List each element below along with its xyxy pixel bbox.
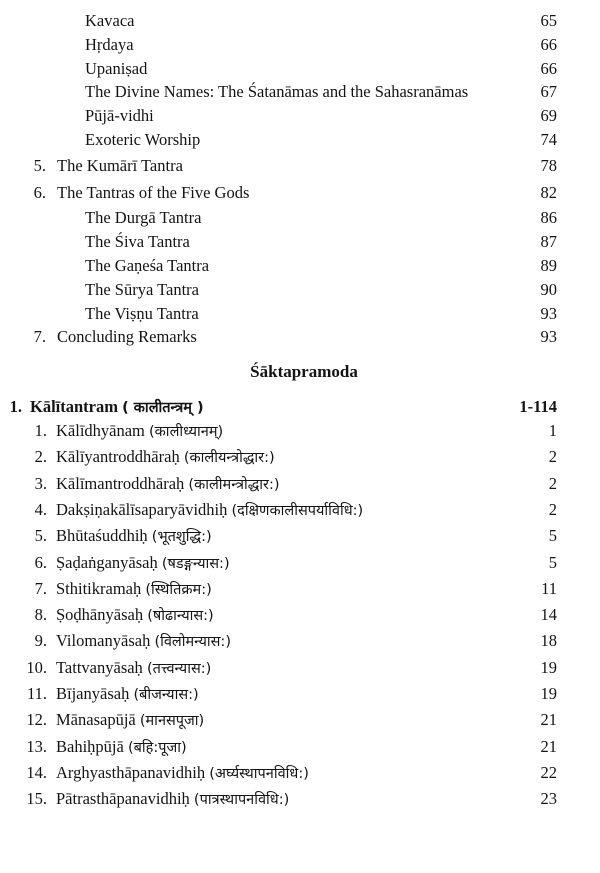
entry-title: The Divine Names: The Śatanāmas and the Sahasranāmas — [85, 82, 469, 101]
item-number: 1. — [34, 421, 47, 440]
item-number: 8. — [34, 605, 47, 624]
item-title: Pātrasthāpanavidhiḥ — [56, 789, 190, 808]
chapter-title-wrap — [30, 395, 204, 420]
section-page: 93 — [540, 327, 557, 346]
item-devanagari: (षडङ्गन्यास:) — [161, 556, 230, 572]
item-devanagari: (तत्त्वन्यास:) — [146, 661, 212, 677]
section-page: 82 — [540, 183, 557, 202]
item-devanagari: (कालीयन्त्रोद्धार:) — [183, 450, 275, 466]
toc-section — [0, 181, 600, 205]
toc-item — [0, 603, 600, 627]
item-title-wrap — [56, 498, 363, 523]
item-page: 11 — [541, 579, 557, 598]
entry-page: 86 — [540, 208, 557, 227]
item-title-wrap — [56, 787, 289, 812]
entry-page: 89 — [540, 256, 557, 275]
toc-item — [0, 735, 600, 759]
toc-chapter — [0, 395, 600, 419]
item-page: 23 — [540, 789, 557, 808]
entry-title: Exoteric Worship — [85, 130, 201, 149]
toc-item — [0, 524, 600, 548]
item-number: 4. — [34, 500, 47, 519]
entry-title: The Gaṇeśa Tantra — [85, 256, 210, 275]
chapter-title: Kālītantram — [30, 397, 118, 416]
item-devanagari: (अर्घ्यस्थापनविधि:) — [209, 766, 309, 782]
toc-entry — [0, 302, 600, 326]
entry-title: Pūjā-vidhi — [85, 106, 154, 125]
section-title: Concluding Remarks — [57, 327, 197, 346]
item-title: Kālīyantroddhāraḥ — [56, 447, 180, 466]
entry-title: Upaniṣad — [85, 59, 148, 78]
item-number: 6. — [34, 553, 47, 572]
toc-entry — [0, 33, 600, 57]
chapter-devanagari: ( कालीतन्त्रम् ) — [122, 400, 204, 416]
item-title: Kālīdhyānam — [56, 421, 145, 440]
entry-page: 69 — [540, 106, 557, 125]
toc-item — [0, 656, 600, 680]
item-devanagari: (षोढान्यास:) — [147, 608, 214, 624]
item-devanagari: (विलोमन्यास:) — [154, 634, 231, 650]
item-devanagari: (कालीमन्त्रोद्धार:) — [188, 477, 280, 493]
entry-page: 93 — [540, 304, 557, 323]
item-title-wrap — [56, 735, 187, 760]
entry-title: The Śiva Tantra — [85, 232, 190, 251]
entry-title: The Viṣṇu Tantra — [85, 304, 199, 323]
item-page: 21 — [540, 710, 557, 729]
item-title: Arghyasthāpanavidhiḥ — [56, 763, 206, 782]
section-title: The Tantras of the Five Gods — [57, 183, 250, 202]
toc-item — [0, 629, 600, 653]
item-page: 5 — [548, 553, 557, 572]
item-title-wrap — [56, 472, 280, 497]
entry-title: The Durgā Tantra — [85, 208, 202, 227]
item-number: 13. — [26, 737, 47, 756]
item-page: 5 — [548, 526, 557, 545]
item-page: 22 — [540, 763, 557, 782]
item-title-wrap — [56, 577, 212, 602]
item-title: Kālīmantroddhāraḥ — [56, 474, 185, 493]
item-number: 11. — [26, 684, 47, 703]
item-title-wrap — [56, 656, 211, 681]
item-title: Sthitikramaḥ — [56, 579, 142, 598]
toc-item — [0, 419, 600, 443]
entry-title: Hṛdaya — [85, 35, 134, 54]
item-devanagari: (मानसपूजा) — [139, 713, 205, 729]
toc-item — [0, 708, 600, 732]
item-title-wrap — [56, 445, 275, 470]
entry-page: 87 — [540, 232, 557, 251]
item-title: Tattvanyāsaḥ — [56, 658, 143, 677]
item-number: 10. — [26, 658, 47, 677]
section-number: 5. — [33, 156, 46, 175]
toc-entry — [0, 230, 600, 254]
toc-entry — [0, 278, 600, 302]
item-devanagari: (स्थितिक्रम:) — [145, 582, 212, 598]
toc-entry — [0, 9, 600, 33]
toc-entry — [0, 206, 600, 230]
entry-page: 67 — [540, 82, 557, 101]
item-title: Dakṣiṇakālīsaparyāvidhiḥ — [56, 500, 228, 519]
item-page: 18 — [540, 631, 557, 650]
section-number: 6. — [33, 183, 46, 202]
item-title: Bahiḥpūjā — [56, 737, 124, 756]
item-number: 7. — [34, 579, 47, 598]
item-page: 21 — [540, 737, 557, 756]
entry-page: 66 — [540, 59, 557, 78]
toc-section — [0, 154, 600, 178]
item-title: Bhūtaśuddhiḥ — [56, 526, 148, 545]
item-title-wrap — [56, 524, 212, 549]
chapter-number: 1. — [9, 397, 22, 416]
entry-page: 74 — [540, 130, 557, 149]
toc-item — [0, 551, 600, 575]
item-title: Mānasapūjā — [56, 710, 136, 729]
toc-item — [0, 472, 600, 496]
item-devanagari: (दक्षिणकालीसपर्याविधि:) — [231, 503, 364, 519]
item-number: 9. — [34, 631, 47, 650]
item-title-wrap — [56, 761, 309, 786]
toc-entry — [0, 57, 600, 81]
entry-title: The Sūrya Tantra — [85, 280, 200, 299]
toc-item — [0, 445, 600, 469]
section-page: 78 — [540, 156, 557, 175]
toc-entry — [0, 80, 600, 104]
item-title: Vilomanyāsaḥ — [56, 631, 151, 650]
item-number: 5. — [34, 526, 47, 545]
item-number: 3. — [34, 474, 47, 493]
section-title: The Kumārī Tantra — [57, 156, 183, 175]
item-title: Ṣoḍhānyāsaḥ — [56, 605, 144, 624]
entry-title: Kavaca — [85, 11, 135, 30]
entry-page: 66 — [540, 35, 557, 54]
item-title-wrap — [56, 551, 230, 576]
toc-item — [0, 498, 600, 522]
item-number: 14. — [26, 763, 47, 782]
toc-entry — [0, 128, 600, 152]
section-number: 7. — [33, 327, 46, 346]
toc-item — [0, 787, 600, 811]
chapter-page: 1-114 — [519, 397, 557, 416]
toc-item — [0, 682, 600, 706]
item-title-wrap — [56, 708, 204, 733]
item-title: Bījanyāsaḥ — [56, 684, 130, 703]
toc-entry — [0, 104, 600, 128]
item-devanagari: (बीजन्यास:) — [133, 687, 199, 703]
item-number: 15. — [26, 789, 47, 808]
item-devanagari: (कालीध्यानम्) — [149, 424, 224, 440]
item-title-wrap — [56, 419, 223, 444]
toc-item — [0, 761, 600, 785]
item-title: Ṣaḍaṅganyāsaḥ — [56, 553, 158, 572]
item-page: 2 — [548, 447, 557, 466]
item-page: 19 — [540, 658, 557, 677]
item-devanagari: (बहि:पूजा) — [127, 740, 187, 756]
item-devanagari: (पात्रस्थापनविधि:) — [193, 792, 290, 808]
item-page: 19 — [540, 684, 557, 703]
item-devanagari: (भूतशुद्धि:) — [151, 529, 212, 545]
item-page: 2 — [548, 474, 557, 493]
part-heading: Śāktapramoda — [250, 362, 358, 381]
item-title-wrap — [56, 629, 231, 654]
entry-page: 65 — [540, 11, 557, 30]
toc-item — [0, 577, 600, 601]
item-page: 2 — [548, 500, 557, 519]
item-number: 2. — [34, 447, 47, 466]
toc-section — [0, 325, 600, 349]
item-number: 12. — [26, 710, 47, 729]
item-title-wrap — [56, 682, 199, 707]
item-title-wrap — [56, 603, 214, 628]
item-page: 14 — [540, 605, 557, 624]
toc-entry — [0, 254, 600, 278]
item-page: 1 — [548, 421, 557, 440]
entry-page: 90 — [540, 280, 557, 299]
